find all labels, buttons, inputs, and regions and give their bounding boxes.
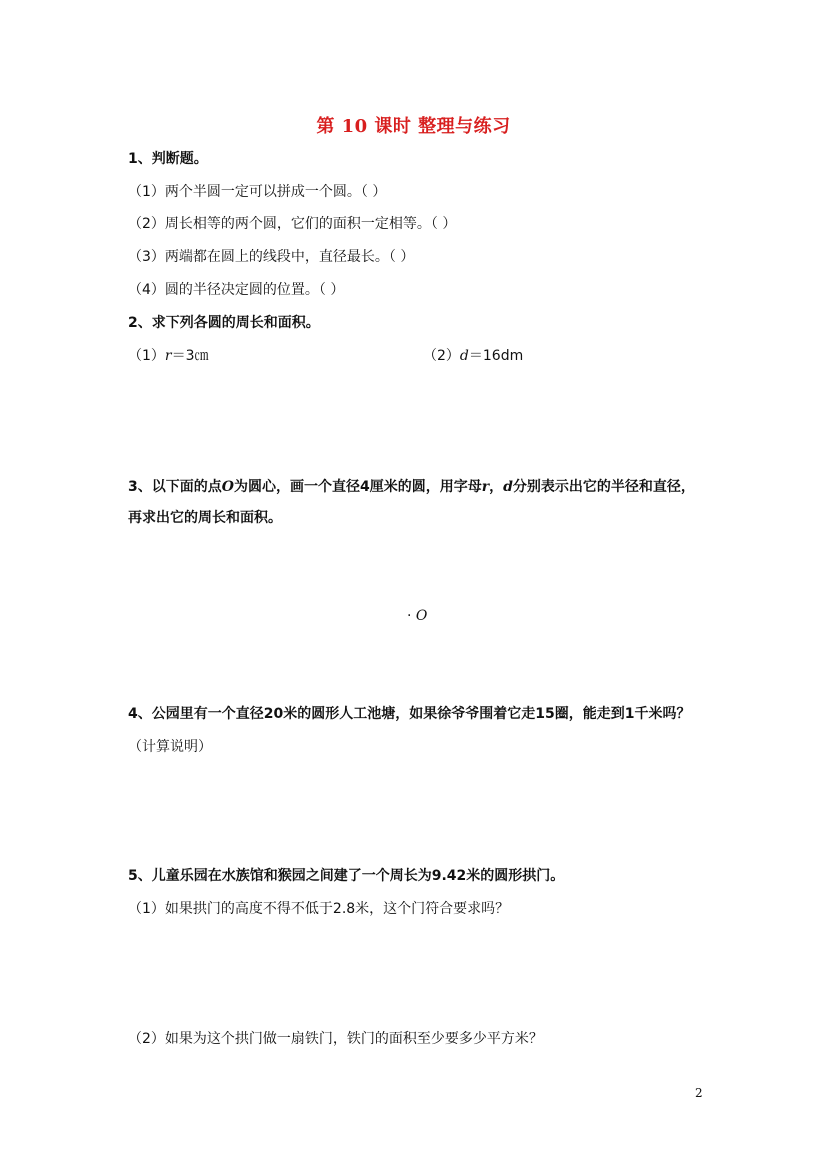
radius-variable: r [164, 348, 172, 364]
question-3-text-a: 3、以下面的点 [128, 479, 222, 495]
question-1-item-1: （1）两个半圆一定可以拼成一个圆。（ ） [128, 184, 387, 200]
question-3-text-d: 分别表示出它的半径和直径， [512, 479, 695, 495]
question-3-text-c: ， [489, 479, 504, 495]
radius-letter: r [481, 479, 490, 495]
question-2-heading: 2、求下列各圆的周长和面积。 [128, 315, 320, 331]
question-1-item-2: （2）周长相等的两个圆，它们的面积一定相等。（ ） [128, 216, 457, 232]
question-4-line-2: （计算说明） [128, 739, 212, 755]
page-title: 第 10 课时 整理与练习 [316, 116, 511, 137]
question-1-item-3: （3）两端都在圆上的线段中，直径最长。（ ） [128, 249, 415, 265]
question-5-sub-1: （1）如果拱门的高度不得不低于2.8米，这个门符合要求吗？ [128, 901, 510, 917]
question-2-part-b-value: ＝16dm [468, 348, 524, 364]
center-point [407, 606, 427, 626]
question-2-part-b [423, 346, 523, 366]
question-5-sub-2: （2）如果为这个拱门做一扇铁门，铁门的面积至少要多少平方米？ [128, 1031, 543, 1047]
question-3-line-2: 再求出它的周长和面积。 [128, 510, 282, 526]
question-2-part-a-prefix: （1） [128, 348, 165, 364]
question-2-part-a-value: ＝3㎝ [171, 348, 209, 364]
center-dot-icon: · [407, 608, 412, 624]
center-point-label: O [415, 608, 428, 624]
question-2-part-b-prefix: （2） [423, 348, 460, 364]
question-3-line-1 [128, 477, 695, 497]
question-1-heading: 1、判断题。 [128, 151, 208, 167]
question-1-item-4: （4）圆的半径决定圆的位置。（ ） [128, 282, 345, 298]
question-3-text-b: 为圆心，画一个直径4厘米的圆，用字母 [233, 479, 482, 495]
question-5-heading: 5、儿童乐园在水族馆和猴园之间建了一个周长为9.42米的圆形拱门。 [128, 868, 565, 884]
diameter-variable: d [459, 348, 469, 364]
question-2-part-a [128, 346, 209, 366]
page-number: 2 [695, 1086, 703, 1100]
center-variable: O [221, 479, 234, 495]
question-4-line-1: 4、公园里有一个直径20米的圆形人工池塘，如果徐爷爷围着它走15圈，能走到1千米吗？ [128, 706, 691, 722]
diameter-letter: d [503, 479, 513, 495]
